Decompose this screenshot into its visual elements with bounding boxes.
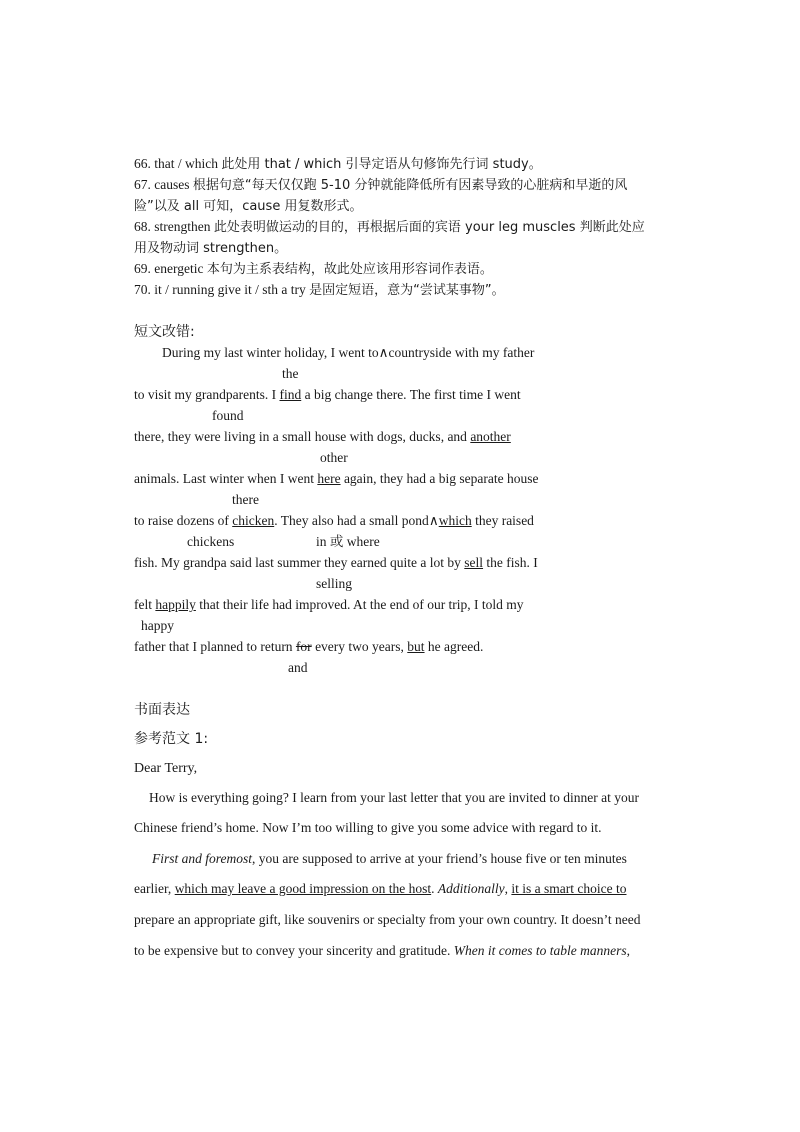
correction-line-2 [134, 387, 521, 403]
correction-line-6 [134, 555, 538, 571]
line-text: they raised [471, 513, 534, 528]
line-text: animals. Last winter when I went [134, 471, 318, 486]
line-text: , [626, 943, 631, 958]
italic-phrase: Additionally [437, 881, 505, 896]
answer-number: 66. that / which [134, 156, 222, 171]
error-word: find [279, 387, 302, 402]
correction-line-5 [134, 513, 534, 529]
error-word: but [407, 639, 425, 654]
line-text: earlier, [134, 881, 175, 896]
error-word: happily [155, 597, 196, 612]
writing-heading: 书面表达 [134, 702, 190, 718]
line-text: fish. My grandpa said last summer they earned quite a lot by [134, 555, 465, 570]
letter-p1-line1: How is everything going? I learn from your last letter that you are invited to dinner at your [149, 790, 639, 805]
correction-fix-4: there [232, 492, 259, 507]
correction-heading: 短文改错: [134, 324, 195, 340]
italic-phrase: First and foremost [152, 851, 253, 866]
insert-mark: ∧ [428, 513, 439, 528]
answer-note: 此处表明做运动的目的，再根据后面的宾语 your leg muscles 判断此处应 [213, 220, 645, 235]
line-text: there, they were living in a small house with dogs, ducks, and [134, 429, 471, 444]
line-text: the fish. I [483, 555, 538, 570]
line-text: . [431, 881, 438, 896]
answer-note: 根据句意“每天仅仅跑 5-10 分钟就能降低所有因素导致的心脏病和早逝的风 [192, 178, 628, 193]
answer-note: 此处用 that / which 引导定语从句修饰先行词 study。 [221, 157, 542, 172]
sample-label: 参考范文 1: [134, 731, 209, 747]
answer-66 [134, 156, 542, 173]
error-word: here [317, 471, 341, 486]
insert-mark: ∧ [378, 345, 389, 360]
error-word: sell [464, 555, 484, 570]
correction-fix-1: the [282, 366, 299, 381]
answer-67-cont [134, 198, 362, 215]
correction-fix-5a: chickens [187, 534, 235, 549]
correction-line-7 [134, 597, 524, 613]
line-text: felt [134, 597, 156, 612]
correction-fix-3: other [320, 450, 348, 465]
correction-fix-2: found [212, 408, 244, 423]
answer-note: 用及物动词 strengthen。 [134, 241, 288, 256]
line-text: every two years, [311, 639, 408, 654]
line-text: to visit my grandparents. I [134, 387, 280, 402]
line-text: . They also had a small pond [274, 513, 429, 528]
correction-line-4 [134, 471, 539, 487]
correction-fix-5b: in 或 where [316, 534, 380, 549]
line-text: again, they had a big separate house [340, 471, 539, 486]
correction-fix-6: selling [316, 576, 352, 591]
line-text: to be expensive but to convey your sincerity and gratitude. [134, 943, 454, 958]
answer-67 [134, 177, 627, 194]
deleted-word: for [295, 639, 312, 654]
correction-fix-8: and [288, 660, 308, 675]
answer-note: 本句为主系表结构，故此处应该用形容词作表语。 [206, 262, 493, 277]
answer-note: 险”以及 all 可知，cause 用复数形式。 [134, 199, 363, 214]
answer-68-cont [134, 240, 287, 257]
line-text: to raise dozens of [134, 513, 233, 528]
answer-69 [134, 261, 493, 278]
answer-note: 是固定短语，意为“尝试某事物”。 [309, 283, 505, 298]
correction-line-1 [162, 345, 534, 361]
line-text: a big change there. The first time I went [301, 387, 521, 402]
line-text: he agreed. [424, 639, 484, 654]
line-text: that their life had improved. At the end of our trip, I told my [195, 597, 524, 612]
answer-68 [134, 219, 645, 236]
underlined-phrase: which may leave a good impression on the host [174, 881, 432, 896]
correction-line-8 [134, 639, 483, 655]
line-text: , [504, 881, 512, 896]
letter-p2-line1 [152, 851, 627, 867]
error-word: another [470, 429, 511, 444]
letter-p2-line3: prepare an appropriate gift, like souvenirs or specialty from your own country. It doesn’t need [134, 912, 641, 927]
line-text: During my last winter holiday, I went to [162, 345, 379, 360]
answer-number: 68. strengthen [134, 219, 214, 234]
line-text: , you are supposed to arrive at your friend’s house five or ten minutes [252, 851, 627, 866]
letter-p1-line2: Chinese friend’s home. Now I’m too willing to give you some advice with regard to it. [134, 820, 602, 835]
letter-p2-line4 [134, 943, 630, 959]
error-word: which [438, 513, 472, 528]
underlined-phrase: it is a smart choice to [511, 881, 627, 896]
answer-number: 67. causes [134, 177, 193, 192]
correction-fix-7: happy [141, 618, 174, 633]
line-text: countryside with my father [388, 345, 535, 360]
italic-phrase: When it comes to table manners [453, 943, 627, 958]
correction-line-3 [134, 429, 511, 445]
answer-70 [134, 282, 505, 299]
letter-greeting: Dear Terry, [134, 761, 198, 776]
answer-number: 69. energetic [134, 261, 207, 276]
answer-number: 70. it / running give it / sth a try [134, 282, 310, 297]
error-word: chicken [232, 513, 275, 528]
letter-p2-line2 [134, 881, 626, 897]
line-text: father that I planned to return [134, 639, 296, 654]
